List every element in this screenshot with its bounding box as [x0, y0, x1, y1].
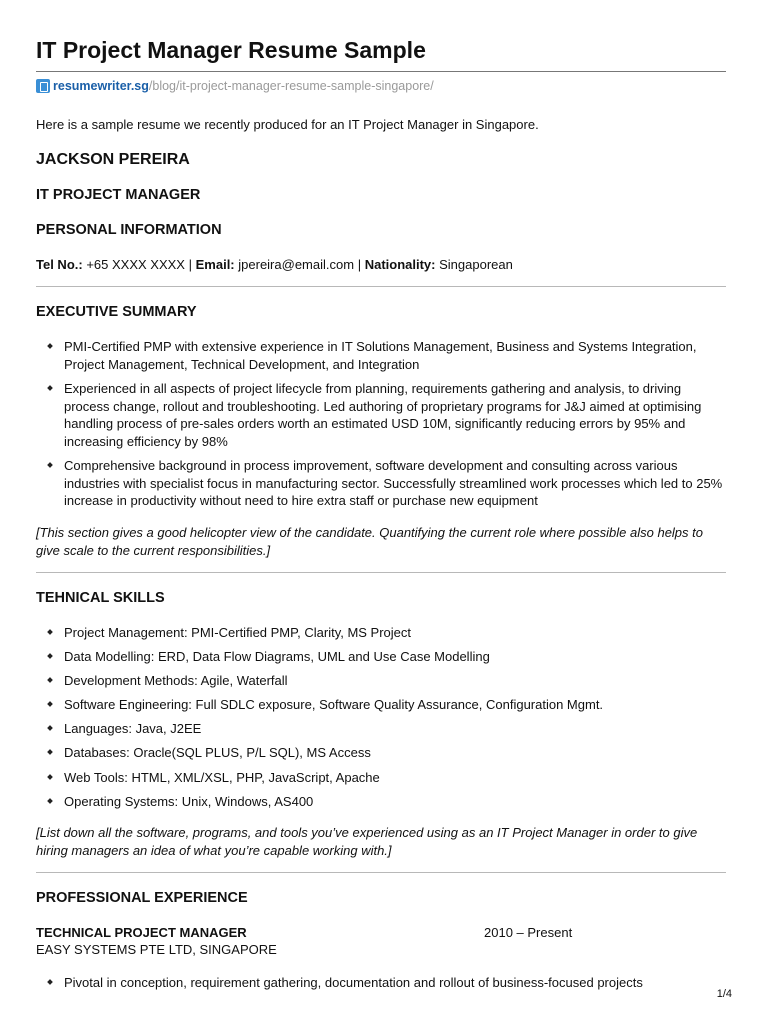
tel-value: +65 XXXX XXXX: [86, 257, 185, 272]
email-value: jpereira@email.com: [238, 257, 355, 272]
candidate-role: IT PROJECT MANAGER: [36, 187, 201, 203]
page-number: 1/4: [716, 988, 732, 1000]
skills-heading: TEHNICAL SKILLS: [36, 590, 165, 606]
experience-list: [36, 974, 726, 992]
personal-info-heading: PERSONAL INFORMATION: [36, 222, 222, 238]
page-title: IT Project Manager Resume Sample: [36, 37, 426, 63]
list-item: Comprehensive background in process improvement, software development and consulting across various industries with specialist focus in manufacturing sector. Successfully streamlined work processes which led to 25% increase in productivity without need to hire extra staff or purchase new equipment: [36, 457, 726, 510]
title-divider: [36, 71, 726, 72]
list-item: Web Tools: HTML, XML/XSL, PHP, JavaScript, Apache: [36, 769, 726, 787]
list-item: Project Management: PMI-Certified PMP, Clarity, MS Project: [36, 624, 726, 642]
job-dates: 2010 – Present: [484, 925, 573, 940]
list-item: Software Engineering: Full SDLC exposure, Software Quality Assurance, Configuration Mgmt.: [36, 696, 726, 714]
nationality-label: Nationality:: [364, 257, 436, 272]
company-name: EASY SYSTEMS PTE LTD, SINGAPORE: [36, 942, 277, 957]
job-title: TECHNICAL PROJECT MANAGER: [36, 925, 247, 940]
nationality-value: Singaporean: [439, 257, 513, 272]
list-item: Languages: Java, J2EE: [36, 720, 726, 738]
experience-heading: PROFESSIONAL EXPERIENCE: [36, 890, 248, 906]
section-divider: [36, 286, 726, 287]
skills-list: [36, 624, 726, 810]
source-domain[interactable]: resumewriter.sg: [53, 79, 149, 93]
summary-note: [This section gives a good helicopter view of the candidate. Quantifying the current role where possible also helps to give scale to the current responsibilities.]: [36, 525, 703, 558]
source-path[interactable]: /blog/it-project-manager-resume-sample-singapore/: [148, 79, 434, 93]
list-item: Data Modelling: ERD, Data Flow Diagrams, UML and Use Case Modelling: [36, 648, 726, 666]
list-item: Experienced in all aspects of project lifecycle from planning, requirements gathering and analysis, to driving process change, rollout and troubleshooting. Led authoring of proprietary programs for J&J aimed at optimising handling process of pre-sales orders worth an estimated USD 10M, significantly reducing errors by 95% and increasing efficiency by 98%: [36, 380, 726, 450]
source-link[interactable]: [36, 79, 434, 93]
separator: |: [357, 257, 362, 272]
site-favicon-icon: [36, 79, 50, 93]
list-item: Pivotal in conception, requirement gathering, documentation and rollout of business-focused projects: [36, 974, 726, 992]
candidate-name: JACKSON PEREIRA: [36, 151, 190, 168]
summary-list: [36, 338, 726, 510]
section-divider: [36, 872, 726, 873]
separator: |: [188, 257, 192, 272]
list-item: PMI-Certified PMP with extensive experience in IT Solutions Management, Business and Systems Integration, Project Management, Technical Development, and Integration: [36, 338, 726, 373]
section-divider: [36, 572, 726, 573]
contact-line: [36, 256, 726, 274]
summary-heading: EXECUTIVE SUMMARY: [36, 304, 197, 320]
skills-note: [List down all the software, programs, and tools you’ve experienced using as an IT Project Manager in order to give hiring managers an idea of what you’re capable working with.]: [36, 825, 698, 858]
email-label: Email:: [195, 257, 235, 272]
list-item: Databases: Oracle(SQL PLUS, P/L SQL), MS Access: [36, 744, 726, 762]
list-item: Operating Systems: Unix, Windows, AS400: [36, 793, 726, 811]
tel-label: Tel No.:: [36, 257, 83, 272]
intro-text: Here is a sample resume we recently produced for an IT Project Manager in Singapore.: [36, 117, 539, 132]
job-header: [36, 925, 726, 941]
job-entry: [36, 925, 726, 959]
list-item: Development Methods: Agile, Waterfall: [36, 672, 726, 690]
